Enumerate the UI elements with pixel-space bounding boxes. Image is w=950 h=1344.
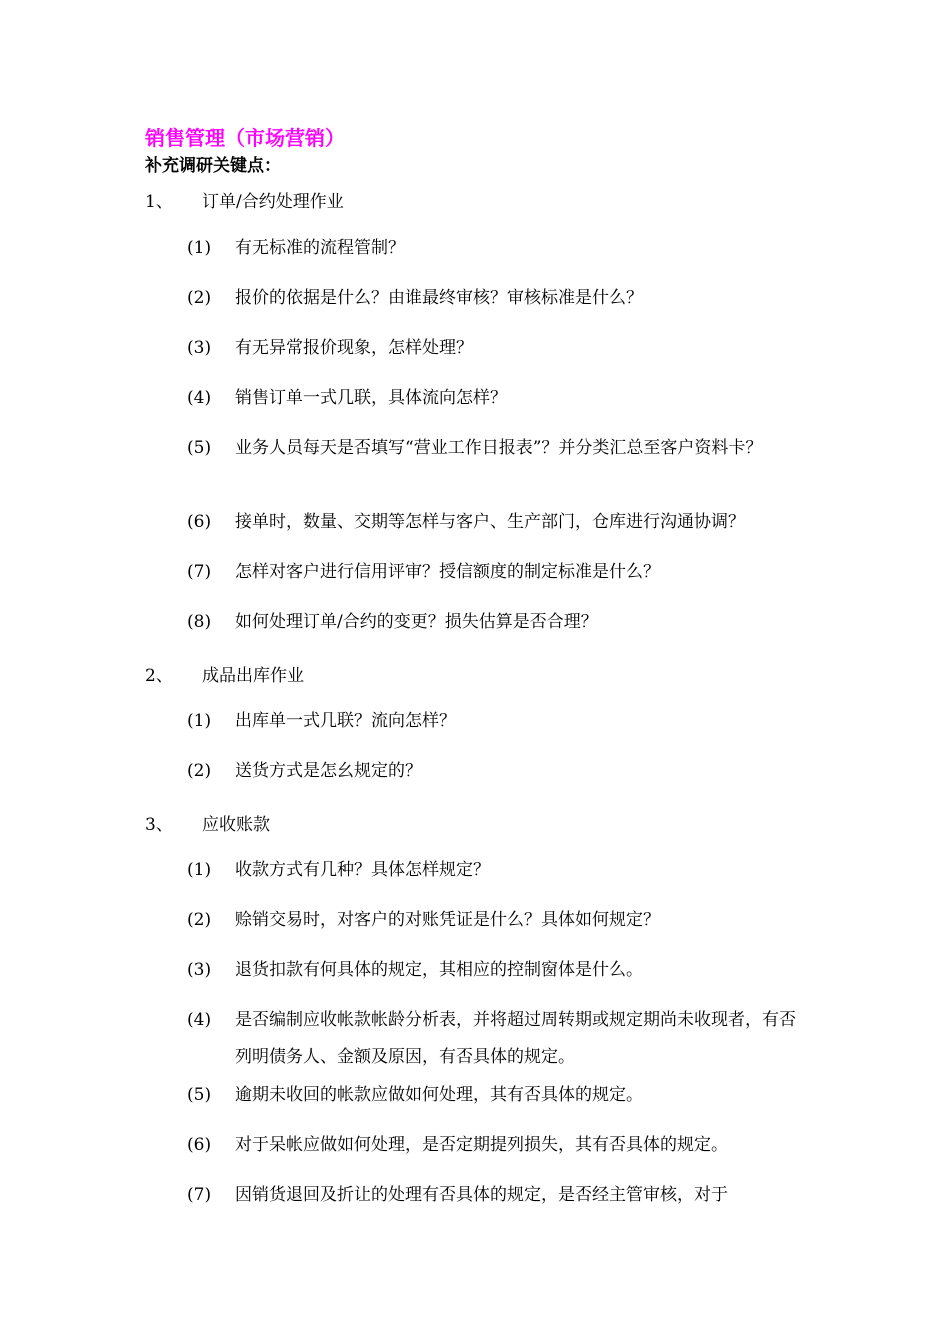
item-text: 退货扣款有何具体的规定，其相应的控制窗体是什么。: [235, 960, 643, 980]
item-text: 是否编制应收帐款帐龄分析表，并将超过周转期或规定期尚未收现者，有否列明债务人、金额及原因，有否具体的规定。: [235, 1010, 796, 1067]
list-item: [187, 952, 812, 989]
list-item: [187, 554, 812, 591]
item-text: 赊销交易时，对客户的对账凭证是什么？具体如何规定？: [235, 910, 660, 930]
item-text: 销售订单一式几联，具体流向怎样？: [235, 388, 507, 408]
section-title: 订单/合约处理作业: [202, 192, 344, 212]
item-number: (1): [187, 860, 212, 880]
item-text: 有无异常报价现象，怎样处理？: [235, 338, 473, 358]
section-number: 1、: [145, 192, 173, 212]
item-text: 送货方式是怎幺规定的？: [235, 761, 422, 781]
section-heading: [145, 187, 344, 212]
item-text: 收款方式有几种？具体怎样规定？: [235, 860, 490, 880]
item-text: 报价的依据是什么？由谁最终审核？审核标准是什么？: [235, 288, 643, 308]
item-text: 逾期未收回的帐款应做如何处理，其有否具体的规定。: [235, 1085, 643, 1105]
section-title: 成品出库作业: [202, 666, 304, 686]
list-item: [187, 230, 812, 267]
list-item: [187, 753, 812, 790]
list-item: [187, 1127, 812, 1164]
item-number: (2): [187, 761, 212, 781]
item-number: (3): [187, 338, 212, 358]
item-number: (8): [187, 612, 212, 632]
item-text: 出库单一式几联？流向怎样？: [235, 711, 456, 731]
list-item: [187, 703, 812, 740]
item-number: (6): [187, 1135, 212, 1155]
item-text: 有无标准的流程管制？: [235, 238, 405, 258]
item-text: 业务人员每天是否填写“营业工作日报表”？并分类汇总至客户资料卡？: [235, 438, 763, 458]
item-text: 因销货退回及折让的处理有否具体的规定，是否经主管审核，对于: [235, 1185, 728, 1205]
list-item: [187, 380, 812, 417]
list-item: [187, 1177, 812, 1214]
item-number: (7): [187, 1185, 212, 1205]
item-number: (1): [187, 238, 212, 258]
item-number: (6): [187, 512, 212, 532]
item-number: (5): [187, 1085, 212, 1105]
item-number: (2): [187, 288, 212, 308]
list-item: [187, 902, 812, 939]
list-item: [187, 1002, 812, 1076]
section-number: 2、: [145, 666, 173, 686]
item-text: 如何处理订单/合约的变更？损失估算是否合理？: [235, 612, 598, 632]
item-number: (7): [187, 562, 212, 582]
item-text: 接单时，数量、交期等怎样与客户、生产部门，仓库进行沟通协调？: [235, 512, 745, 532]
item-number: (1): [187, 711, 212, 731]
item-text: 对于呆帐应做如何处理，是否定期提列损失，其有否具体的规定。: [235, 1135, 728, 1155]
list-item: [187, 604, 812, 641]
list-item: [187, 430, 812, 467]
item-number: (4): [187, 1010, 212, 1030]
item-text: 怎样对客户进行信用评审？授信额度的制定标准是什么？: [235, 562, 660, 582]
item-number: (3): [187, 960, 212, 980]
list-item: [187, 330, 812, 367]
document-subtitle: 补充调研关键点：: [145, 156, 281, 176]
list-item: [187, 1077, 812, 1114]
item-number: (4): [187, 388, 212, 408]
list-item: [187, 852, 812, 889]
item-number: (2): [187, 910, 212, 930]
document-title: 销售管理（市场营销）: [145, 126, 345, 150]
section-number: 3、: [145, 815, 173, 835]
list-item: [187, 504, 812, 541]
list-item: [187, 280, 812, 317]
section-heading: [145, 661, 304, 686]
section-title: 应收账款: [202, 815, 270, 835]
item-number: (5): [187, 438, 212, 458]
section-heading: [145, 810, 270, 835]
